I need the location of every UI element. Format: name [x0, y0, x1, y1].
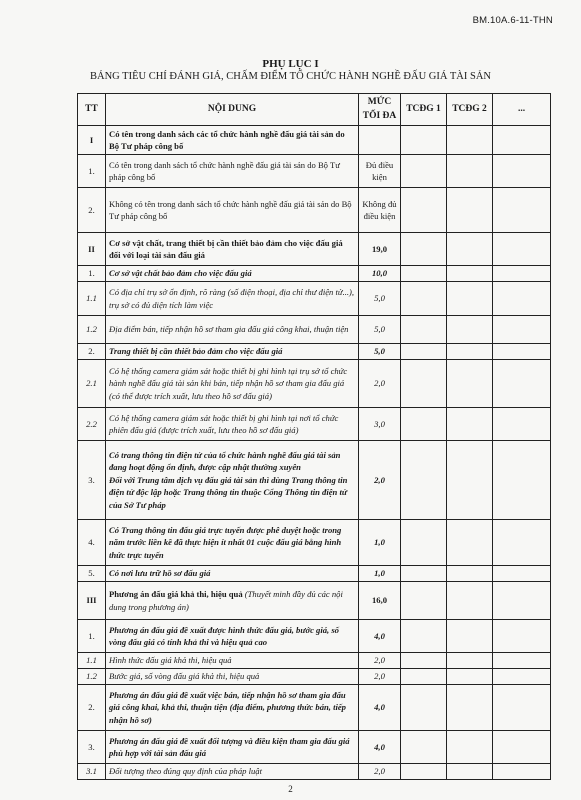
tcdg2-cell [447, 685, 493, 731]
tcdg2-cell [447, 653, 493, 669]
header-more: ... [493, 94, 551, 126]
table-row [78, 188, 551, 233]
row-number: 1.2 [78, 316, 106, 344]
row-content [106, 620, 359, 653]
more-cell [493, 188, 551, 233]
row-number: 3.1 [78, 764, 106, 780]
more-cell [493, 360, 551, 408]
tcdg2-cell [447, 582, 493, 620]
tcdg1-cell [401, 408, 447, 441]
tcdg1-cell [401, 764, 447, 780]
row-content-text: Có Trang thông tin đấu giá trực tuyến được phê duyệt hoặc trong năm trước liền kề đã thực hiện ít nhất 01 cuộc đấu giá bằng hình thức trực tuyến [109, 524, 342, 560]
tcdg1-cell [401, 126, 447, 155]
tcdg2-cell [447, 126, 493, 155]
row-max-score: 3,0 [359, 408, 401, 441]
row-number: 1.2 [78, 669, 106, 685]
row-max-score [359, 126, 401, 155]
row-content-text: Bước giá, số vòng đấu giá khả thi, hiệu quả [109, 671, 260, 682]
table-title: BẢNG TIÊU CHÍ ĐÁNH GIÁ, CHẤM ĐIỂM TỔ CHỨC HÀNH NGHỀ ĐẤU GIÁ TÀI SẢN [89, 71, 491, 82]
row-max-score: 19,0 [359, 233, 401, 266]
table-row [78, 126, 551, 155]
more-cell [493, 566, 551, 582]
page-number: 2 [288, 784, 293, 794]
table-row [78, 566, 551, 582]
tcdg2-cell [447, 233, 493, 266]
row-number: 4. [78, 520, 106, 566]
row-content-text: Phương án đấu giá đề xuất được hình thức đấu giá, bước giá, số vòng đấu giá có tính khả thi và hiệu quả cao [109, 624, 339, 647]
more-cell [493, 282, 551, 316]
row-content-text: Cơ sở vật chất bảo đảm cho việc đấu giá [109, 268, 252, 279]
row-content-text: Có tên trong danh sách tổ chức hành nghề đấu giá tài sản do Bộ Tư pháp công bố [109, 159, 340, 182]
row-content [106, 188, 359, 233]
row-content [106, 266, 359, 282]
more-cell [493, 408, 551, 441]
table-row [78, 620, 551, 653]
table-header-row [78, 94, 551, 126]
row-content-text: Cơ sở vật chất, trang thiết bị cần thiết bảo đảm cho việc đấu giá đối với loại tài sản đấu giá [109, 237, 343, 260]
row-number: 5. [78, 566, 106, 582]
table-row [78, 360, 551, 408]
more-cell [493, 582, 551, 620]
row-content-text: Đối tượng theo đúng quy định của pháp luật [109, 766, 262, 777]
row-content [106, 126, 359, 155]
row-content [106, 233, 359, 266]
tcdg2-cell [447, 669, 493, 685]
row-content-text: Địa điểm bán, tiếp nhận hồ sơ tham gia đấu giá công khai, thuận tiện [109, 324, 349, 335]
row-max-score: 16,0 [359, 582, 401, 620]
table-row [78, 282, 551, 316]
row-number: 2. [78, 685, 106, 731]
row-content [106, 282, 359, 316]
row-content-text: Hình thức đấu giá khả thi, hiệu quả [109, 655, 232, 666]
tcdg2-cell [447, 731, 493, 764]
row-max-score: 4,0 [359, 620, 401, 653]
row-content-text: Trang thiết bị cần thiết bảo đảm cho việc đấu giá [109, 346, 283, 357]
tcdg1-cell [401, 685, 447, 731]
row-number: 2. [78, 188, 106, 233]
more-cell [493, 344, 551, 360]
more-cell [493, 233, 551, 266]
tcdg1-cell [401, 266, 447, 282]
more-cell [493, 764, 551, 780]
tcdg1-cell [401, 282, 447, 316]
tcdg2-cell [447, 155, 493, 188]
tcdg2-cell [447, 620, 493, 653]
tcdg2-cell [447, 441, 493, 520]
tcdg1-cell [401, 582, 447, 620]
tcdg2-cell [447, 520, 493, 566]
header-tcdg1: TCĐG 1 [401, 94, 447, 126]
row-content [106, 566, 359, 582]
more-cell [493, 685, 551, 731]
row-number: 3. [78, 731, 106, 764]
row-number: III [78, 582, 106, 620]
row-number: 2.1 [78, 360, 106, 408]
row-content-text: Có hệ thống camera giám sát hoặc thiết bị ghi hình tại nơi tổ chức phiên đấu giá (được trích xuất, lưu theo hồ sơ đấu giá) [109, 412, 339, 435]
row-max-score: 5,0 [359, 316, 401, 344]
more-cell [493, 441, 551, 520]
more-cell [493, 620, 551, 653]
table-row [78, 731, 551, 764]
row-max-score: Không đủ điều kiện [359, 188, 401, 233]
document-code: BM.10A.6-11-THN [472, 15, 553, 26]
tcdg1-cell [401, 360, 447, 408]
row-number: 3. [78, 441, 106, 520]
more-cell [493, 731, 551, 764]
row-content-text: Không có tên trong danh sách tổ chức hành nghề đấu giá tài sản do Bộ Tư pháp công bố [109, 198, 352, 221]
table-row [78, 582, 551, 620]
table-row [78, 441, 551, 520]
tcdg2-cell [447, 266, 493, 282]
more-cell [493, 126, 551, 155]
row-content [106, 731, 359, 764]
row-max-score: 5,0 [359, 344, 401, 360]
tcdg2-cell [447, 408, 493, 441]
row-number: 1. [78, 266, 106, 282]
table-row [78, 764, 551, 780]
tcdg1-cell [401, 566, 447, 582]
table-row [78, 155, 551, 188]
tcdg2-cell [447, 316, 493, 344]
row-number: 2.2 [78, 408, 106, 441]
row-max-score: 2,0 [359, 764, 401, 780]
row-number: 1.1 [78, 653, 106, 669]
row-number: II [78, 233, 106, 266]
table-row [78, 520, 551, 566]
row-content [106, 316, 359, 344]
row-max-score: 10,0 [359, 266, 401, 282]
row-content [106, 360, 359, 408]
row-content [106, 408, 359, 441]
row-max-score: 4,0 [359, 685, 401, 731]
tcdg1-cell [401, 233, 447, 266]
row-max-score: Đủ điều kiện [359, 155, 401, 188]
criteria-table [77, 93, 551, 780]
row-content-note: (Thuyết minh đầy đủ các nội dung trong phương án) [109, 589, 343, 612]
row-max-score: 5,0 [359, 282, 401, 316]
more-cell [493, 653, 551, 669]
row-max-score: 1,0 [359, 566, 401, 582]
row-content [106, 653, 359, 669]
tcdg1-cell [401, 316, 447, 344]
row-max-score: 2,0 [359, 360, 401, 408]
tcdg1-cell [401, 155, 447, 188]
tcdg1-cell [401, 520, 447, 566]
row-content-text: Phương án đấu giá khả thi, hiệu quả [109, 589, 243, 600]
row-max-score: 1,0 [359, 520, 401, 566]
tcdg1-cell [401, 669, 447, 685]
table-row [78, 344, 551, 360]
table-row [78, 685, 551, 731]
row-content [106, 669, 359, 685]
more-cell [493, 266, 551, 282]
row-content-text: Phương án đấu giá đề xuất việc bán, tiếp nhận hồ sơ tham gia đấu giá công khai, khả thi, thuận tiện (địa điểm, phương thức bán, tiếp nhận hồ sơ) [109, 689, 346, 725]
appendix-title: PHỤ LỤC I [262, 58, 319, 70]
row-content-text: Có nơi lưu trữ hồ sơ đấu giá [109, 568, 211, 579]
more-cell [493, 316, 551, 344]
row-number: 1. [78, 620, 106, 653]
tcdg1-cell [401, 620, 447, 653]
tcdg2-cell [447, 344, 493, 360]
table-row [78, 233, 551, 266]
row-content [106, 764, 359, 780]
more-cell [493, 520, 551, 566]
row-content-text: Có tên trong danh sách các tổ chức hành nghề đấu giá tài sản do Bộ Tư pháp công bố [109, 128, 345, 151]
row-content [106, 685, 359, 731]
tcdg1-cell [401, 344, 447, 360]
tcdg2-cell [447, 764, 493, 780]
row-number: 1. [78, 155, 106, 188]
header-tcdg2: TCĐG 2 [447, 94, 493, 126]
tcdg2-cell [447, 566, 493, 582]
row-max-score: 2,0 [359, 669, 401, 685]
tcdg2-cell [447, 360, 493, 408]
row-number: 2. [78, 344, 106, 360]
table-row [78, 316, 551, 344]
row-content [106, 344, 359, 360]
row-content [106, 582, 359, 620]
row-content-text: Có địa chỉ trụ sở ổn định, rõ ràng (số điện thoại, địa chỉ thư điện tử...), trụ sở có đủ diện tích làm việc [109, 287, 355, 310]
tcdg1-cell [401, 653, 447, 669]
row-number: I [78, 126, 106, 155]
header-tt: TT [78, 94, 106, 126]
tcdg1-cell [401, 188, 447, 233]
table-row [78, 266, 551, 282]
row-content [106, 441, 359, 520]
more-cell [493, 155, 551, 188]
tcdg2-cell [447, 282, 493, 316]
tcdg1-cell [401, 731, 447, 764]
row-content [106, 520, 359, 566]
table-row [78, 408, 551, 441]
table-row [78, 653, 551, 669]
tcdg1-cell [401, 441, 447, 520]
row-content-text: Phương án đấu giá đề xuất đối tượng và điều kiện tham gia đấu giá phù hợp với tài sản đấu giá [109, 735, 350, 758]
row-content-text: Có hệ thống camera giám sát hoặc thiết bị ghi hình tại trụ sở tổ chức hành nghề đấu giá tài sản khi bán, tiếp nhận hồ sơ tham gia đấu giá (có thể được trích xuất, lưu theo hồ sơ đấu giá) [109, 365, 348, 401]
header-max-score: MỨC TỐI ĐA [359, 94, 401, 126]
row-max-score: 2,0 [359, 441, 401, 520]
row-content-text: Có trang thông tin điện tử của tổ chức hành nghề đấu giá tài sản đang hoạt động ổn định, được cập nhật thường xuyên Đối với Trung tâm dịch vụ đấu giá tài sản thì dùng Trang thông tin điện tử độc lập hoặc Trang thông tin thuộc Cổng Thông tin điện tử của Sở Tư pháp [109, 449, 348, 510]
row-max-score: 4,0 [359, 731, 401, 764]
row-number: 1.1 [78, 282, 106, 316]
row-content [106, 155, 359, 188]
more-cell [493, 669, 551, 685]
row-max-score: 2,0 [359, 653, 401, 669]
header-content: NỘI DUNG [106, 94, 359, 126]
table-row [78, 669, 551, 685]
tcdg2-cell [447, 188, 493, 233]
